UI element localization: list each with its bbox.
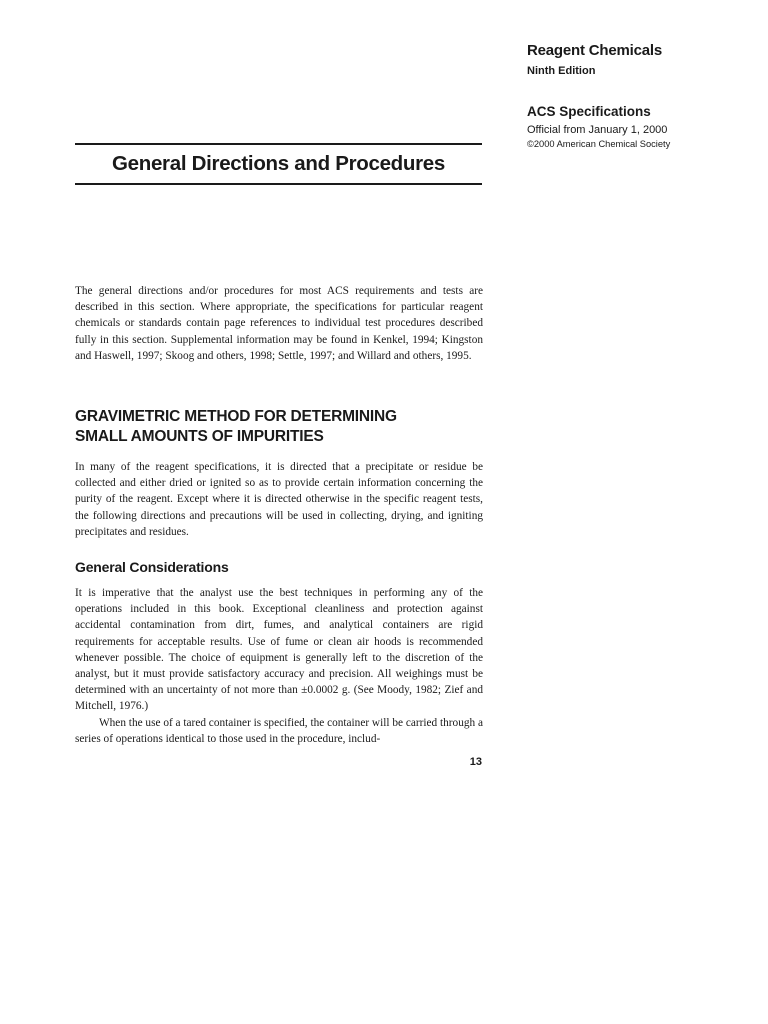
book-info-sidebar bbox=[527, 42, 757, 151]
intro-paragraph: The general directions and/or procedures for most ACS requirements and tests are described in this section. Where appropriate, the specifications for particular reagent chemicals or standards contain page references to individual test procedures described fully in this section. Supplemental information may be found in Kenkel, 1994; Kingston and Haswell, 1997; Skoog and others, 1998; Settle, 1997; and Willard and others, 1995. bbox=[75, 285, 483, 362]
gravimetric-heading-line2: SMALL AMOUNTS OF IMPURITIES bbox=[75, 428, 324, 445]
spec-title: ACS Specifications bbox=[527, 104, 651, 119]
general-considerations-paragraph-1: It is imperative that the analyst use the best techniques in performing any of the operations included in this book. Exceptional cleanliness and protection against accidental contamination from dirt, fumes, and analytical containers are rigid requirements for acceptable results. Use of fume or clean air hoods is recommended whenever possible. The choice of equipment is generally left to the discretion of the analyst, but it must provide satisfactory accuracy and precision. All weighings must be determined with an uncertainty of not more than ±0.0002 g. (See Moody, 1982; Zief and Mitchell, 1976.) bbox=[75, 587, 483, 713]
chapter-title-block bbox=[75, 143, 482, 185]
official-date: Official from January 1, 2000 bbox=[527, 124, 668, 136]
page-number: 13 bbox=[469, 756, 482, 768]
general-considerations-section bbox=[75, 585, 483, 747]
copyright-notice: ©2000 American Chemical Society bbox=[527, 139, 671, 149]
edition-label: Ninth Edition bbox=[527, 65, 596, 77]
gravimetric-heading bbox=[75, 407, 483, 447]
general-considerations-paragraph-2: When the use of a tared container is specified, the container will be carried through a series of operations identical to those used in the procedure, includ- bbox=[75, 716, 483, 745]
chapter-title: General Directions and Procedures bbox=[111, 152, 446, 175]
gravimetric-paragraph: In many of the reagent specifications, it is directed that a precipitate or residue be collected and either dried or ignited so as to provide certain information concerning the purity of the reagent. Except where it is directed otherwise in the specific reagent tests, the following directions and precautions will be used in collecting, drying, and igniting precipitates and residues. bbox=[75, 461, 483, 538]
general-considerations-heading: General Considerations bbox=[75, 559, 229, 575]
gravimetric-section bbox=[75, 459, 483, 540]
gravimetric-heading-line1: GRAVIMETRIC METHOD FOR DETERMINING bbox=[75, 408, 397, 425]
intro-section bbox=[75, 283, 483, 364]
book-title: Reagent Chemicals bbox=[527, 42, 662, 59]
